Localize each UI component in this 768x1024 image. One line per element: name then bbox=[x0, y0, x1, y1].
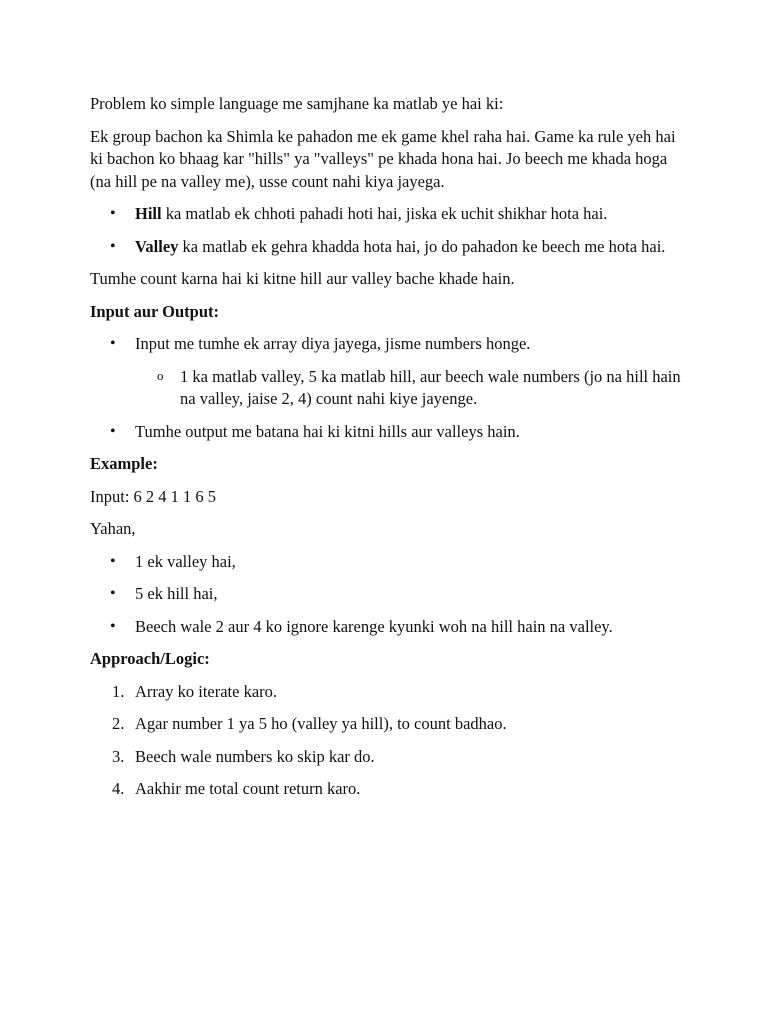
step-text: Aakhir me total count return karo. bbox=[135, 779, 361, 798]
example-heading: Example: bbox=[90, 454, 158, 473]
io-item-input-text: Input me tumhe ek array diya jayega, jisme numbers honge. bbox=[135, 334, 531, 353]
io-list bbox=[90, 333, 690, 443]
yahan-text: Yahan, bbox=[90, 519, 136, 538]
approach-list bbox=[90, 681, 690, 801]
example-item: • 1 ek valley hai, bbox=[90, 551, 690, 574]
step-text: Agar number 1 ya 5 ho (valley ya hill), to count badhao. bbox=[135, 714, 507, 733]
term-valley: Valley bbox=[135, 236, 179, 256]
step-number: 2. bbox=[112, 714, 125, 733]
approach-step bbox=[90, 713, 690, 736]
approach-step bbox=[90, 778, 690, 801]
io-item-output: • Tumhe output me batana hai ki kitni hills aur valleys hain. bbox=[90, 421, 690, 444]
example-input: Input: 6 2 4 1 1 6 5 bbox=[90, 486, 217, 506]
approach-heading: Approach/Logic: bbox=[90, 649, 210, 668]
step-number: 3. bbox=[112, 746, 125, 766]
document-page bbox=[90, 93, 690, 811]
approach-step bbox=[90, 681, 690, 704]
example-item: • Beech wale 2 aur 4 ko ignore karenge kyunki woh na hill hain na valley. bbox=[90, 616, 690, 639]
term-hill: Hill bbox=[135, 204, 162, 223]
list-item-hill bbox=[90, 203, 690, 226]
example-list bbox=[90, 551, 690, 639]
approach-step bbox=[90, 746, 690, 769]
task-paragraph: Tumhe count karna hai ki kitne hill aur valley bache khade hain. bbox=[90, 269, 515, 288]
definition-valley: ka matlab ek gehra khadda hota hai, jo do pahadon ke beech me hota hai. bbox=[178, 236, 666, 256]
example-item: • 5 ek hill hai, bbox=[90, 583, 690, 606]
definitions-list bbox=[90, 203, 690, 258]
list-item-valley bbox=[90, 236, 690, 259]
intro-paragraph: Problem ko simple language me samjhane ka matlab ye hai ki: bbox=[90, 94, 504, 113]
io-subitem: o 1 ka matlab valley, 5 ka matlab hill, aur beech wale numbers (jo na hill hain na valley, jaise 2, 4) count nahi kiye jayenge. bbox=[135, 366, 690, 411]
step-number: 1. bbox=[112, 681, 125, 701]
io-sublist bbox=[135, 366, 690, 411]
io-heading: Input aur Output: bbox=[90, 301, 219, 321]
definition-hill: ka matlab ek chhoti pahadi hoti hai, jiska ek uchit shikhar hota hai. bbox=[161, 204, 608, 223]
description-paragraph: Ek group bachon ka Shimla ke pahadon me ek game khel raha hai. Game ka rule yeh hai ki bachon ko bhaag kar "hills" ya "valleys" pe khada hona hai. Jo beech me khada hoga (na hill pe na valley me), usse count nahi kiya jayega. bbox=[90, 126, 676, 191]
step-text: Beech wale numbers ko skip kar do. bbox=[135, 746, 375, 766]
step-number: 4. bbox=[112, 779, 125, 798]
step-text: Array ko iterate karo. bbox=[135, 681, 278, 701]
io-item-input bbox=[90, 333, 690, 411]
